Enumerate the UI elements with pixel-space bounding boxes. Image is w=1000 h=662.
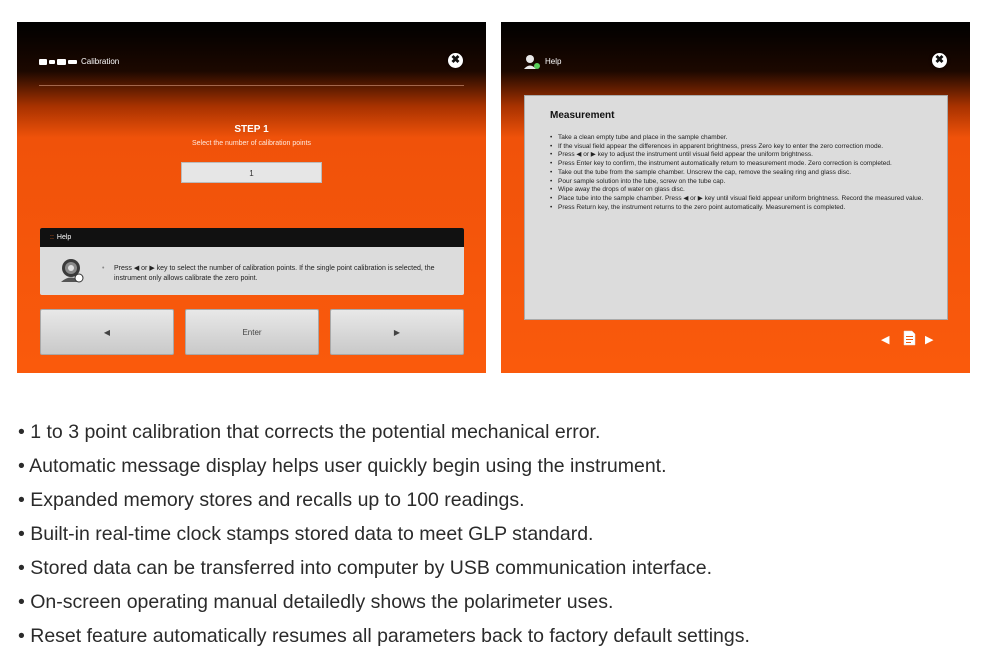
- right-arrow-icon: ▶: [393, 327, 401, 337]
- measurement-steps: [550, 134, 935, 212]
- content-title: Measurement: [550, 110, 615, 121]
- help-header-label: Help: [56, 234, 72, 241]
- list-item: • Pour sample solution into the tube, screw on the tube cap.: [550, 178, 935, 187]
- list-item: • Take a clean empty tube and place in the sample chamber.: [550, 134, 935, 143]
- list-item: • Press Enter key to confirm, the instrument automatically return to measurement mode. Zero correction is completed.: [550, 160, 935, 169]
- help-header: :: Help: [40, 228, 464, 247]
- list-item: • Built-in real-time clock stamps stored data to meet GLP standard.: [18, 523, 594, 545]
- right-arrow-icon: ▶: [925, 334, 934, 346]
- enter-button[interactable]: [185, 309, 319, 355]
- list-item: • Wipe away the drops of water on glass disc.: [550, 186, 935, 195]
- help-content: [524, 95, 948, 320]
- calibration-screen: [17, 22, 486, 373]
- list-item: • Place tube into the sample chamber. Press ◀ or ▶ key until visual field appear uniform brightness. Record the measured value.: [550, 195, 935, 204]
- page-prev-button[interactable]: [881, 333, 889, 346]
- help-box: :: Help • Press ◀ or ▶ key to select the number of calibration points. If the single point calibration is selected, the instrument only allows calibrate the zero point.: [40, 228, 464, 295]
- enter-label: Enter: [242, 327, 262, 337]
- list-item: • 1 to 3 point calibration that corrects the potential mechanical error.: [18, 421, 601, 443]
- close-icon: ✖: [450, 54, 461, 66]
- title-bar: [501, 22, 970, 94]
- feature-list: [18, 415, 750, 653]
- calibration-points-field[interactable]: 1: [181, 162, 322, 183]
- list-item: • If the visual field appear the differences in apparent brightness, press Zero key to enter the zero correction mode.: [550, 143, 935, 152]
- prev-button[interactable]: [40, 309, 174, 355]
- next-button[interactable]: [330, 309, 464, 355]
- screen-title: Help: [545, 57, 562, 66]
- list-item: • Stored data can be transferred into computer by USB communication interface.: [18, 557, 713, 579]
- list-item: • Press Return key, the instrument returns to the zero point automatically. Measurement is completed.: [550, 204, 935, 213]
- logo-icon: [39, 59, 77, 65]
- left-arrow-icon: ◀: [103, 327, 111, 337]
- list-item: • Take out the tube from the sample chamber. Unscrew the cap, remove the sealing ring and glass disc.: [550, 169, 935, 178]
- step-title: STEP 1: [234, 124, 269, 135]
- close-button[interactable]: [448, 53, 463, 68]
- list-item: • Reset feature automatically resumes all parameters back to factory default settings.: [18, 625, 750, 647]
- list-item: • On-screen operating manual detailedly shows the polarimeter uses.: [18, 591, 614, 613]
- list-item: • Press ◀ or ▶ key to adjust the instrument until visual field appear the uniform brightness.: [550, 151, 935, 160]
- title-bar: [17, 22, 486, 94]
- title-divider: [39, 85, 464, 86]
- close-button[interactable]: [932, 53, 947, 68]
- help-text: Press ◀ or ▶ key to select the number of calibration points. If the single point calibration is selected, the instrument only allows calibrate the zero point.: [114, 265, 435, 282]
- page-next-button[interactable]: [925, 333, 933, 346]
- left-arrow-icon: ◀: [881, 334, 890, 346]
- help-screen: [501, 22, 970, 373]
- close-icon: ✖: [934, 54, 945, 66]
- list-item: • Automatic message display helps user quickly begin using the instrument.: [18, 455, 667, 477]
- help-person-icon: [523, 54, 541, 70]
- help-person-icon: [56, 256, 86, 286]
- list-item: • Expanded memory stores and recalls up to 100 readings.: [18, 489, 525, 511]
- document-icon[interactable]: [903, 330, 916, 346]
- screen-title: Calibration: [81, 57, 120, 66]
- step-subtitle: Select the number of calibration points: [191, 140, 312, 147]
